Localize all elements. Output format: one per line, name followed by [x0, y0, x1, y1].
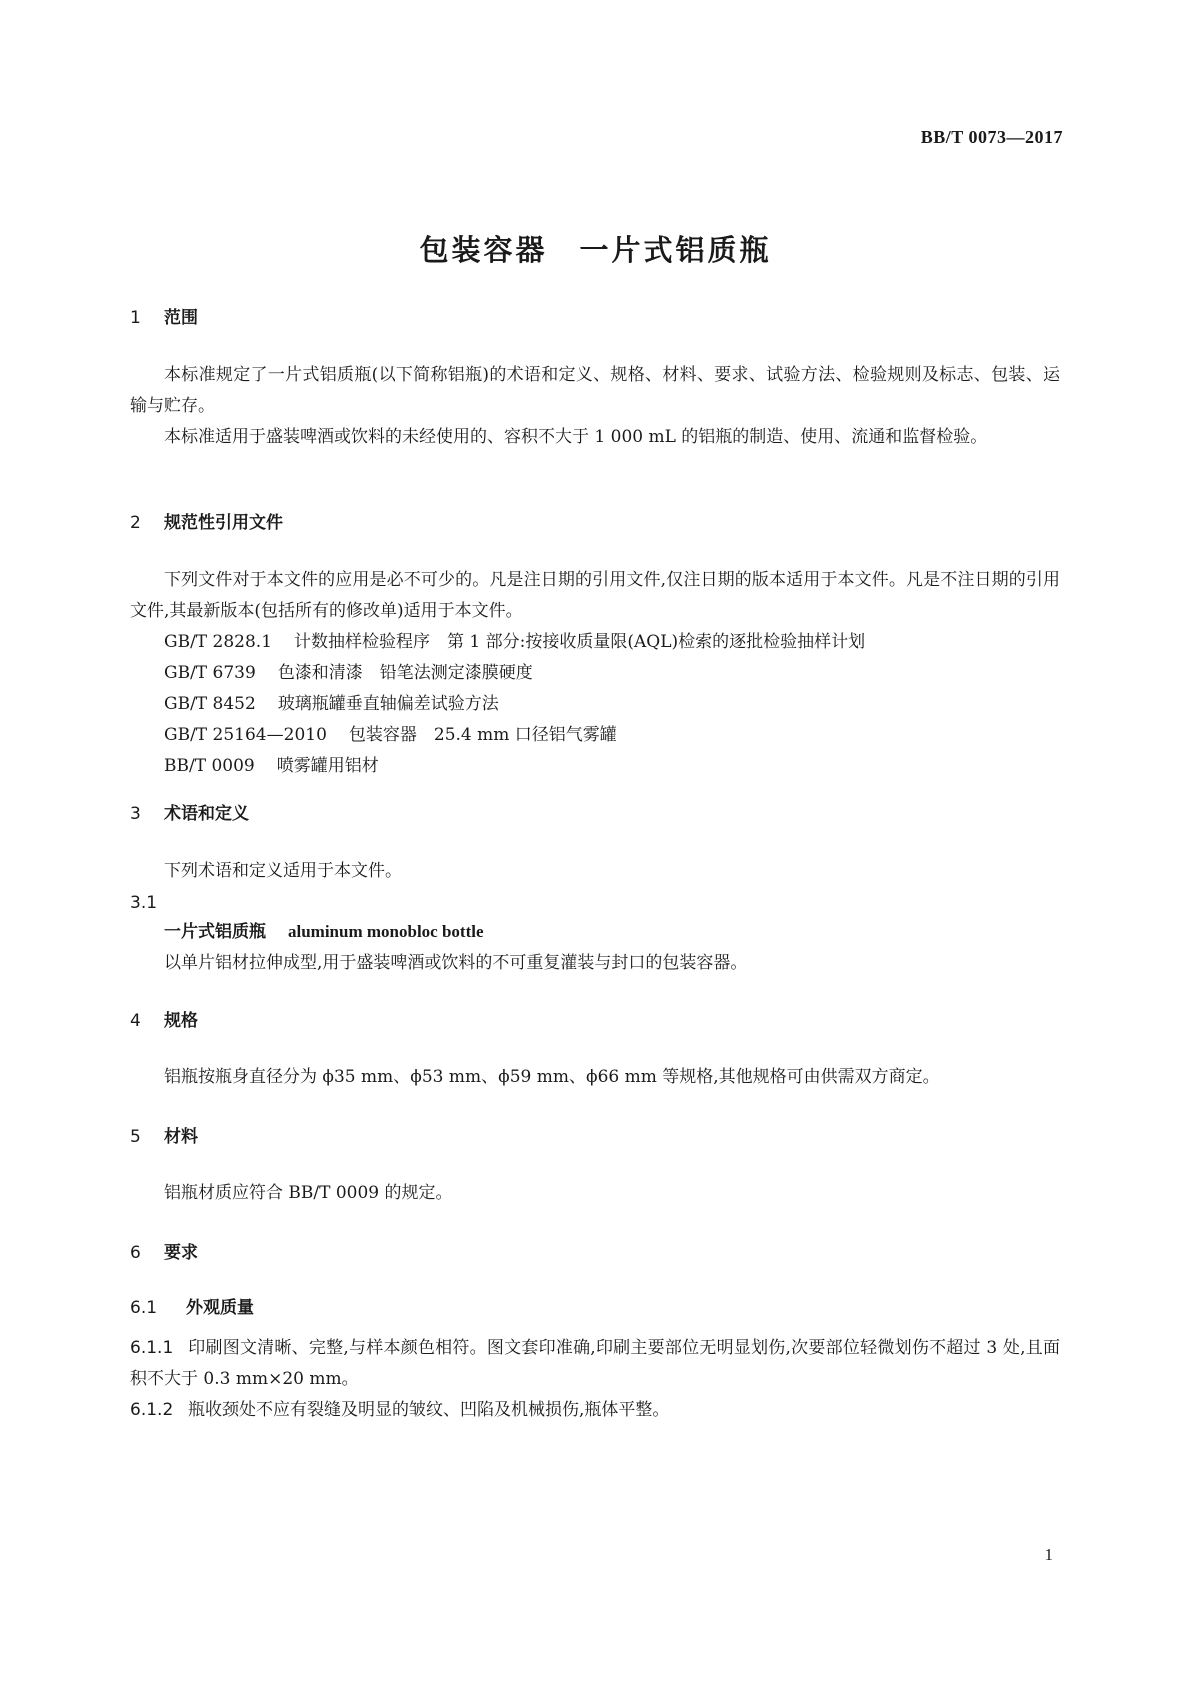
reference-code: GB/T 25164—2010 [164, 725, 327, 745]
section-number: 3 [130, 804, 141, 824]
paragraph: 下列文件对于本文件的应用是必不可少的。凡是注日期的引用文件,仅注日期的版本适用于本文件。凡是不注日期的引用文件,其最新版本(包括所有的修改单)适用于本文件。 [130, 570, 1060, 621]
reference-item [130, 627, 1060, 658]
section-5-body [130, 1178, 1060, 1209]
reference-title: 计数抽样检验程序 第 1 部分:按接收质量限(AQL)检索的逐批检验抽样计划 [294, 632, 866, 652]
section-title: 规格 [164, 1011, 198, 1031]
term-name-en: aluminum monobloc bottle [288, 922, 484, 941]
section-4 [130, 1008, 1060, 1034]
reference-title: 玻璃瓶罐垂直轴偏差试验方法 [277, 694, 499, 714]
section-6 [130, 1240, 1060, 1266]
section-title: 规范性引用文件 [164, 513, 283, 533]
paragraph: 铝瓶材质应符合 BB/T 0009 的规定。 [164, 1183, 453, 1203]
reference-code: GB/T 2828.1 [164, 632, 273, 652]
subsection-title: 外观质量 [186, 1298, 254, 1318]
subsection-6-1-body [130, 1333, 1060, 1426]
term-name-zh: 一片式铝质瓶 [164, 922, 266, 942]
section-1-body [130, 360, 1060, 453]
term-entry [130, 890, 1060, 979]
paragraph: 下列术语和定义适用于本文件。 [164, 861, 402, 881]
clause-number: 6.1.2 [130, 1400, 174, 1420]
section-heading [130, 1008, 1060, 1034]
clause [130, 1333, 1060, 1395]
document-title: 包装容器 一片式铝质瓶 [419, 233, 772, 267]
term-name [130, 916, 1060, 948]
paragraph: 铝瓶按瓶身直径分为 ϕ35 mm、ϕ53 mm、ϕ59 mm、ϕ66 mm 等规格,其他规格可由供需双方商定。 [164, 1067, 940, 1087]
section-1 [130, 305, 1060, 331]
section-heading [130, 1240, 1060, 1266]
reference-title: 色漆和清漆 铅笔法测定漆膜硬度 [277, 663, 533, 683]
section-title: 要求 [164, 1243, 198, 1263]
standard-code: BB/T 0073—2017 [920, 127, 1063, 147]
section-title: 范围 [164, 308, 198, 328]
section-number: 2 [130, 513, 141, 533]
paragraph: 本标准适用于盛装啤酒或饮料的未经使用的、容积不大于 1 000 mL 的铝瓶的制造、使用、流通和监督检验。 [164, 427, 988, 447]
reference-code: GB/T 6739 [164, 663, 256, 683]
section-2 [130, 510, 1060, 536]
section-title: 术语和定义 [164, 804, 249, 824]
paragraph: 本标准规定了一片式铝质瓶(以下简称铝瓶)的术语和定义、规格、材料、要求、试验方法、检验规则及标志、包装、运输与贮存。 [130, 365, 1060, 416]
clause-text: 印刷图文清晰、完整,与样本颜色相符。图文套印准确,印刷主要部位无明显划伤,次要部位轻微划伤不超过 3 处,且面积不大于 0.3 mm×20 mm。 [130, 1338, 1060, 1389]
section-heading [130, 305, 1060, 331]
section-number: 6 [130, 1243, 141, 1263]
section-heading [130, 510, 1060, 536]
section-2-body [130, 565, 1060, 782]
reference-item [130, 689, 1060, 720]
section-number: 5 [130, 1127, 141, 1147]
section-title: 材料 [164, 1127, 198, 1147]
clause-text: 瓶收颈处不应有裂缝及明显的皱纹、凹陷及机械损伤,瓶体平整。 [188, 1400, 670, 1420]
reference-title: 包装容器 25.4 mm 口径铝气雾罐 [348, 725, 617, 745]
section-3-body [130, 856, 1060, 887]
reference-code: GB/T 8452 [164, 694, 256, 714]
section-5 [130, 1124, 1060, 1150]
clause [130, 1395, 1060, 1426]
clause-number: 6.1.1 [130, 1338, 174, 1358]
section-number: 4 [130, 1011, 141, 1031]
reference-item [130, 751, 1060, 782]
page-number: 1 [1044, 1545, 1053, 1564]
reference-title: 喷雾罐用铝材 [276, 756, 379, 776]
term-number: 3.1 [130, 893, 158, 913]
section-number: 1 [130, 308, 141, 328]
section-heading [130, 801, 1060, 827]
subsection-heading [130, 1295, 1060, 1321]
reference-code: BB/T 0009 [164, 756, 255, 776]
section-heading [130, 1124, 1060, 1150]
subsection-number: 6.1 [130, 1298, 158, 1318]
section-4-body [130, 1062, 1060, 1093]
term-definition: 以单片铝材拉伸成型,用于盛装啤酒或饮料的不可重复灌装与封口的包装容器。 [164, 953, 748, 973]
section-3 [130, 801, 1060, 827]
subsection-6-1 [130, 1295, 1060, 1321]
reference-item [130, 658, 1060, 689]
reference-item [130, 720, 1060, 751]
